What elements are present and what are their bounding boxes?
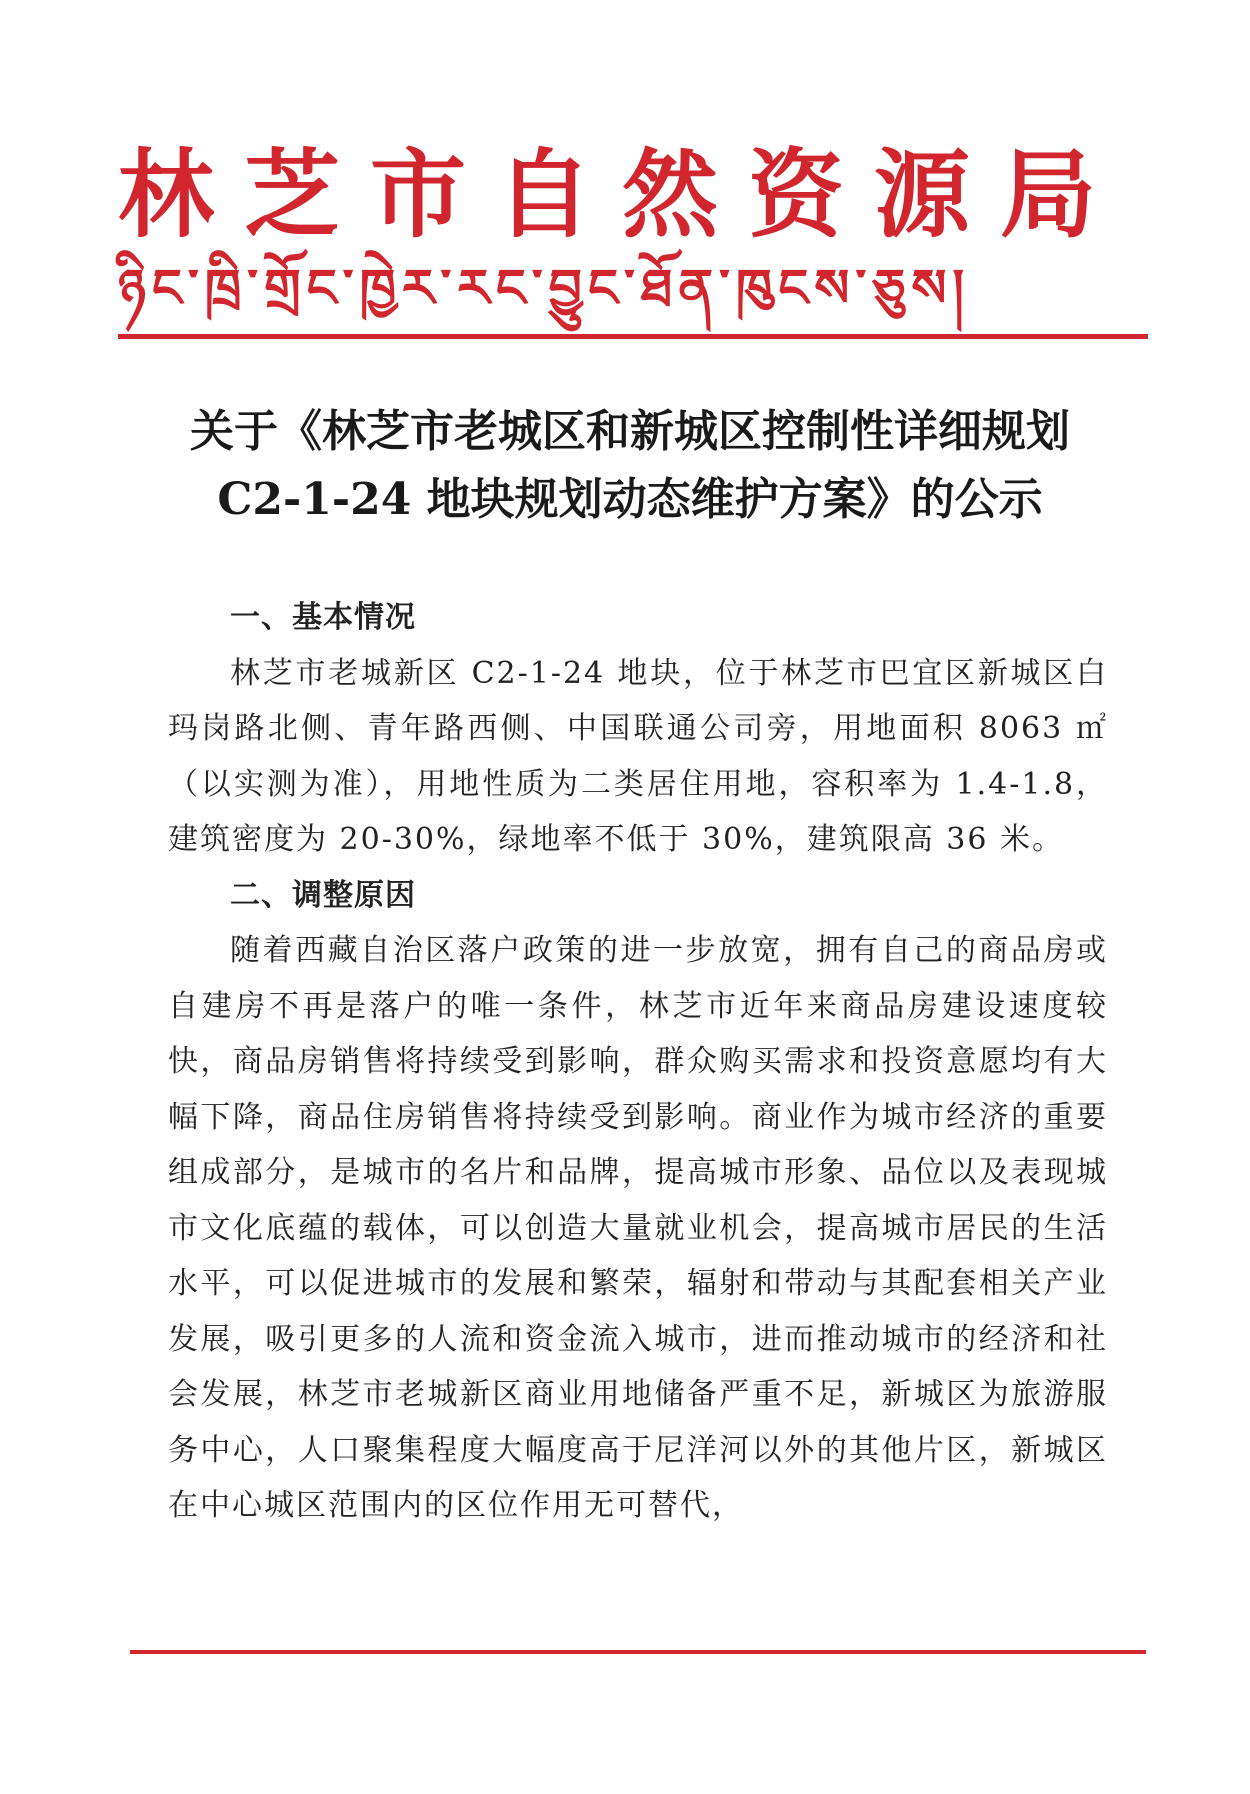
paragraph-basic-info: 林芝市老城新区 C2-1-24 地块，位于林芝市巴宜区新城区白玛岗路北侧、青年路西侧、中国联通公司旁，用地面积 8063 ㎡（以实测为准），用地性质为二类居住用地，容积率为 1.4-1.8，建筑密度为 20-30%，绿地率不低于 30%，建筑限高 36 米。 (168, 655, 1108, 857)
document-body (168, 590, 1108, 1534)
footer-divider (130, 1650, 1146, 1654)
document-title (90, 398, 1170, 534)
document-title-line-1: 关于《林芝市老城区和新城区控制性详细规划 (190, 406, 1070, 457)
paragraph-adjustment-reason: 随着西藏自治区落户政策的进一步放宽，拥有自己的商品房或自建房不再是落户的唯一条件，林芝市近年来商品房建设速度较快，商品房销售将持续受到影响，群众购买需求和投资意愿均有大幅下降，商品住房销售将持续受到影响。商业作为城市经济的重要组成部分，是城市的名片和品牌，提高城市形象、品位以及表现城市文化底蕴的载体，可以创造大量就业机会，提高城市居民的生活水平，可以促进城市的发展和繁荣，辐射和带动与其配套相关产业发展，吸引更多的人流和资金流入城市，进而推动城市的经济和社会发展，林芝市老城新区商业用地储备严重不足，新城区为旅游服务中心，人口聚集程度大幅度高于尼洋河以外的其他片区，新城区在中心城区范围内的区位作用无可替代， (168, 933, 1108, 1523)
org-name: 林芝市自然资源局 (118, 139, 1126, 251)
letterhead-divider (118, 334, 1148, 339)
section-heading-basic-info: 一、基本情况 (230, 600, 416, 635)
document-title-line-2: C2-1-24 地块规划动态维护方案》的公示 (217, 474, 1043, 525)
section-heading-adjustment-reason: 二、调整原因 (230, 877, 416, 913)
org-name-tibetan: ཉིང་ཁྲི་གྲོང་ཁྱེར་རང་བྱུང་ཐོན་ཁུངས་ཅུས། (118, 259, 971, 319)
letterhead (100, 140, 1150, 324)
